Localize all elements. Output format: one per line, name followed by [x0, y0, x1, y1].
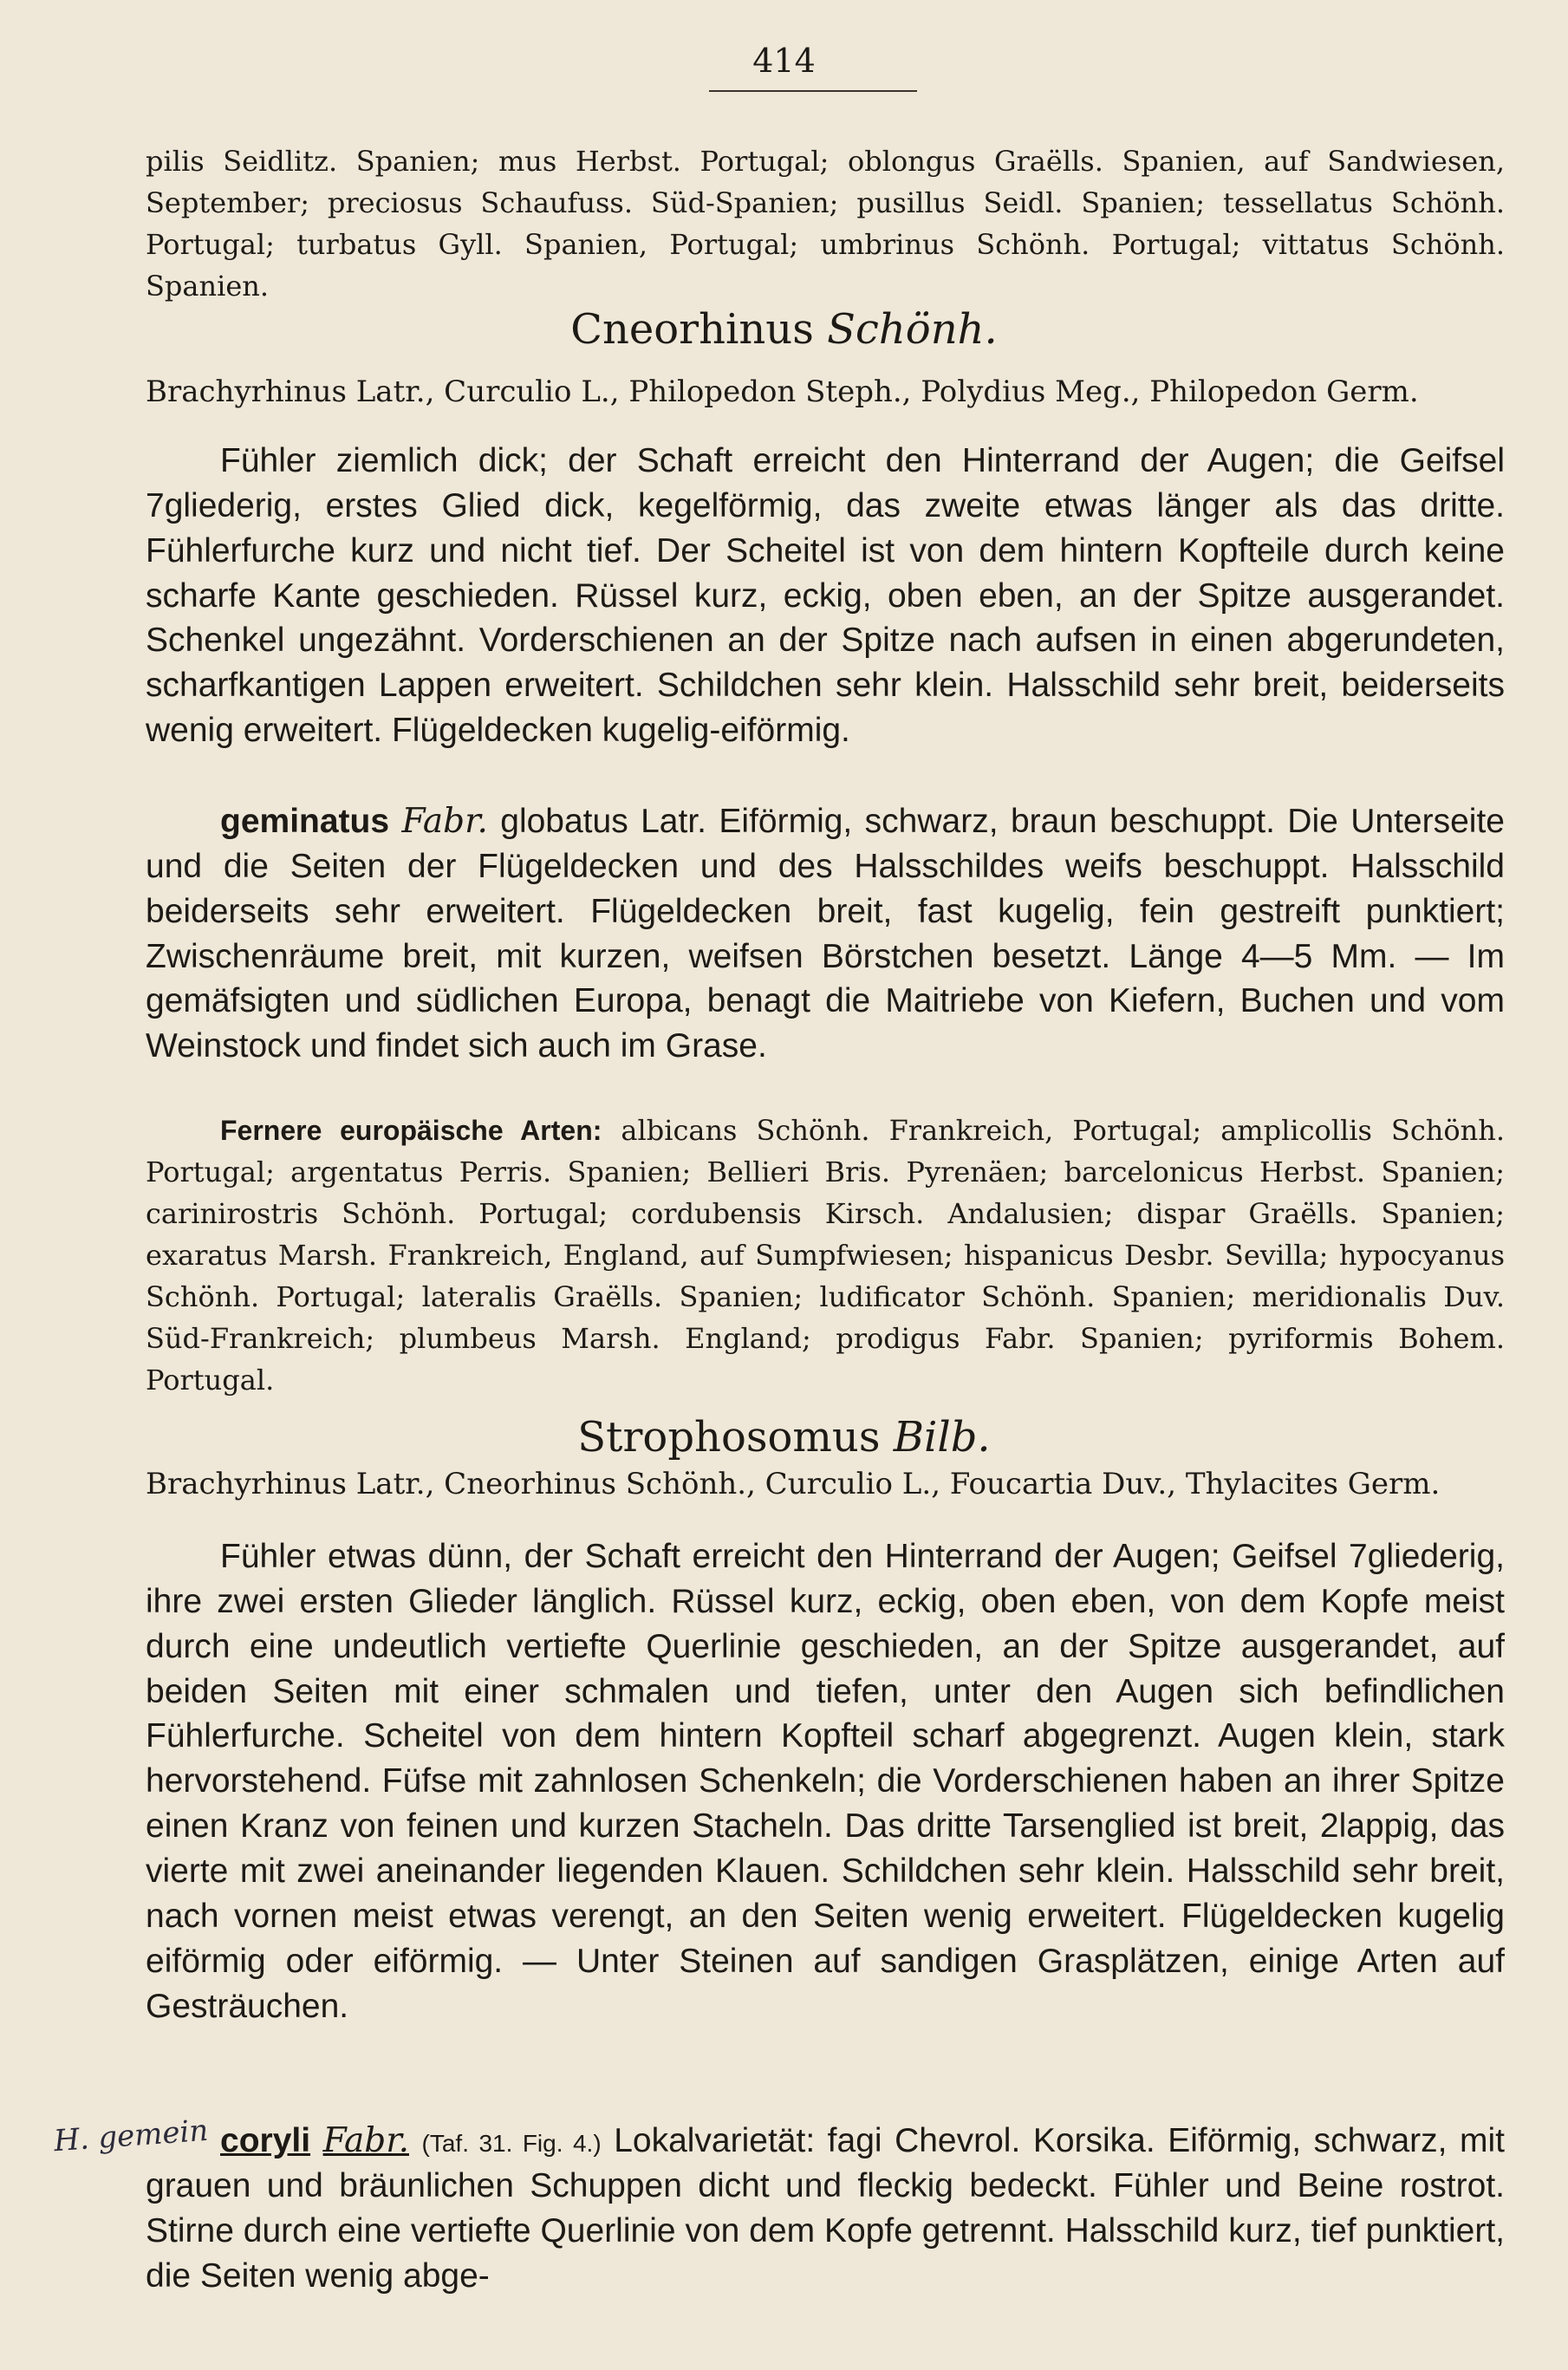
genus-author: Bilb. — [893, 1413, 991, 1462]
genus-description-cneorhinus: Fühler ziemlich dick; der Schaft erreicht den Hinterrand der Augen; die Geifsel 7gliederig, erstes Glied dick, kegelförmig, das zweite etwas länger als das dritte. Fühlerfurche kurz und nicht tief. Der Scheitel ist von dem hintern Kopfteile durch keine scharfe Kante geschieden. Rüssel kurz, eckig, oben eben, an der Spitze ausgerandet. Schenkel ungezähnt. Vorderschienen an der Spitze nach aufsen in einen abgerundeten, scharfkantigen Lappen erweitert. Schildchen sehr klein. Halsschild sehr breit, beiderseits wenig erweitert. Flügeldecken kugelig-eiförmig. — [146, 442, 1505, 750]
species-name: coryli — [220, 2122, 311, 2159]
genus-synonyms-cneorhinus: Brachyrhinus Latr., Curculio L., Philopedon Steph., Polydius Meg., Philopedon Germ. — [146, 374, 1419, 409]
page-number: 414 — [752, 42, 816, 80]
genus-heading-strophosomus — [0, 1413, 1568, 1462]
genus-author: Schönh. — [827, 305, 998, 354]
species-name: geminatus — [220, 803, 390, 840]
species-text: Lokalvarietät: fagi Chevrol. Korsika. Eiförmig, schwarz, mit grauen und bräunlichen Schuppen dicht und fleckig bedeckt. Fühler und Beine rostrot. Stirne durch eine vertiefte Querlinie von dem Kopfe getrennt. Halsschild kurz, tief punktiert, die Seiten wenig abge- — [146, 2122, 1505, 2295]
species-plate-reference: (Taf. 31. Fig. 4.) — [421, 2130, 602, 2157]
other-species-label: Fernere europäische Arten: — [220, 1115, 602, 1146]
handwritten-note: H. gemein — [52, 2113, 210, 2159]
species-entry-coryli — [146, 2119, 1505, 2298]
genus-name: Strophosomus — [577, 1413, 881, 1462]
genus-synonyms-strophosomus: Brachyrhinus Latr., Cneorhinus Schönh., Curculio L., Foucartia Duv., Thylacites Germ. — [146, 1467, 1441, 1501]
intro-paragraph: pilis Seidlitz. Spanien; mus Herbst. Portugal; oblongus Graëlls. Spanien, auf Sandwiesen, September; preciosus Schaufuss. Süd-Spanien; pusillus Seidl. Spanien; tessellatus Schönh. Portugal; turbatus Gyll. Spanien, Portugal; umbrinus Schönh. Portugal; vittatus Schönh. Spanien. — [146, 145, 1505, 303]
other-species-cneorhinus — [146, 1110, 1505, 1401]
page-number-rule — [709, 90, 917, 92]
species-author: Fabr. — [401, 802, 488, 841]
genus-heading-cneorhinus — [0, 305, 1568, 354]
species-entry-geminatus — [146, 799, 1505, 1069]
species-text: globatus Latr. Eiförmig, schwarz, braun beschuppt. Die Unterseite und die Seiten der Flügeldecken und des Halsschildes weifs beschuppt. Halsschild beiderseits sehr erweitert. Flügeldecken breit, fast kugelig, fein gestreift punktiert; Zwischenräume breit, mit kurzen, weifsen Börstchen besetzt. Länge 4—5 Mm. — Im gemäfsigten und südlichen Europa, benagt die Maitriebe von Kiefern, Buchen und vom Weinstock und findet sich auch im Grase. — [146, 803, 1505, 1065]
other-species-text: albicans Schönh. Frankreich, Portugal; amplicollis Schönh. Portugal; argentatus Perris. Spanien; Bellieri Bris. Pyrenäen; barcelonicus Herbst. Spanien; carinirostris Schönh. Portugal; cordubensis Kirsch. Andalusien; dispar Graëlls. Spanien; exaratus Marsh. Frankreich, England, auf Sumpfwiesen; hispanicus Desbr. Sevilla; hypocyanus Schönh. Portugal; lateralis Graëlls. Spanien; ludificator Schönh. Spanien; meridionalis Duv. Süd-Frankreich; plumbeus Marsh. England; prodigus Fabr. Spanien; pyriformis Bohem. Portugal. — [146, 1114, 1506, 1397]
species-author: Fabr. — [322, 2121, 409, 2160]
genus-name: Cneorhinus — [570, 305, 814, 354]
genus-description-strophosomus: Fühler etwas dünn, der Schaft erreicht den Hinterrand der Augen; Geifsel 7gliederig, ihre zwei ersten Glieder länglich. Rüssel kurz, eckig, oben eben, von dem Kopfe meist durch eine undeutlich vertiefte Querlinie geschieden, an der Spitze ausgerandet, auf beiden Seiten mit einer schmalen und tiefen, unter den Augen sich befindlichen Fühlerfurche. Scheitel von dem hintern Kopfteil scharf abgegrenzt. Augen klein, stark hervorstehend. Füfse mit zahnlosen Schenkeln; die Vorderschienen haben an ihrer Spitze einen Kranz von feinen und kurzen Stacheln. Das dritte Tarsenglied ist breit, 2lappig, das vierte mit zwei aneinander liegenden Klauen. Schildchen sehr klein. Halsschild sehr breit, nach vornen meist etwas verengt, an den Seiten wenig erweitert. Flügeldecken kugelig eiförmig oder eiförmig. — Unter Steinen auf sandigen Grasplätzen, einige Arten auf Gesträuchen. — [146, 1538, 1505, 2025]
